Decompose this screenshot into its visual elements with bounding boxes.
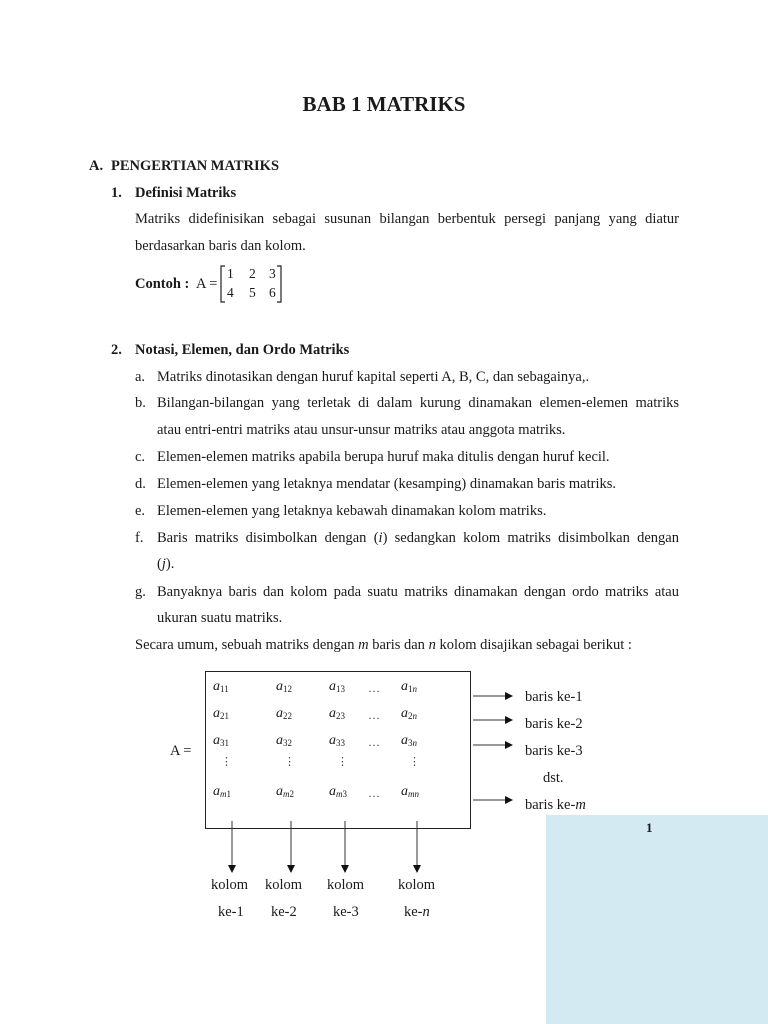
list-item-letter: c.	[135, 449, 146, 465]
list-item-letter: f.	[135, 530, 144, 546]
row-label: baris ke-3	[525, 743, 583, 759]
matrix-vertical-dots: ⋮	[409, 756, 420, 768]
matrix-element: $a_{12}$	[276, 679, 292, 694]
list-item-letter: b.	[135, 395, 146, 411]
list-item-text: Bilangan-bilangan yang terletak di dalam kurung dinamakan elemen-elemen matriks	[157, 395, 679, 411]
list-item-text: (j).	[157, 556, 175, 572]
example-label: Contoh :	[135, 276, 190, 292]
example-matrix-cell: 4	[227, 285, 234, 300]
list-item-text: Matriks dinotasikan dengan huruf kapital seperti A, B, C, dan sebagainya,.	[157, 369, 590, 385]
matrix-vertical-dots: ⋮	[337, 756, 348, 768]
col-label: ke-2	[271, 904, 297, 920]
matrix-element: $a_{23}$	[329, 706, 345, 721]
example-matrix-cell: 1	[227, 266, 234, 281]
matrix-element: $a_{mn}$	[401, 784, 419, 799]
col-label-word: kolom	[398, 877, 436, 893]
sub1-title: Definisi Matriks	[135, 185, 237, 201]
matrix-element: $a_{13}$	[329, 679, 345, 694]
list-item-letter: a.	[135, 369, 146, 385]
list-item-text: Elemen-elemen yang letaknya mendatar (kesamping) dinamakan baris matriks.	[157, 476, 616, 492]
matrix-element: $a_{2n}$	[401, 706, 417, 721]
row-label: baris ke-1	[525, 689, 583, 705]
side-panel	[546, 815, 768, 1024]
sub1-text-line1: Matriks didefinisikan sebagai susunan bilangan berbentuk persegi panjang yang diatur	[135, 211, 679, 227]
chapter-title: BAB 1 MATRIKS	[302, 92, 466, 116]
sub2-number: 2.	[111, 342, 122, 358]
example-matrix-cell: 3	[269, 266, 276, 281]
section-title: PENGERTIAN MATRIKS	[111, 158, 280, 174]
matrix-vertical-dots: ⋮	[221, 756, 232, 768]
example-matrix-cell: 6	[269, 285, 276, 300]
sub1-text-line2: berdasarkan baris dan kolom.	[135, 238, 306, 254]
matrix-element: $a_{m3}$	[329, 784, 347, 799]
col-label: ke-n	[404, 904, 430, 920]
matrix-element: $a_{31}$	[213, 733, 229, 748]
matrix-vertical-dots: ⋮	[284, 756, 295, 768]
matrix-ellipsis: …	[368, 708, 380, 722]
col-label-word: kolom	[327, 877, 365, 893]
example-lhs: A =	[196, 276, 218, 292]
matrix-element: $a_{3n}$	[401, 733, 417, 748]
row-label-dst: dst.	[543, 770, 564, 786]
col-label-word: kolom	[265, 877, 303, 893]
list-item-letter: d.	[135, 476, 146, 492]
diagram-lhs: A =	[170, 743, 192, 759]
sub2-title: Notasi, Elemen, dan Ordo Matriks	[135, 342, 350, 358]
list-item-text: Banyaknya baris dan kolom pada suatu matriks dinamakan dengan ordo matriks atau	[157, 584, 679, 600]
matrix-element: $a_{1n}$	[401, 679, 417, 694]
matrix-ellipsis: …	[368, 681, 380, 695]
matrix-element: $a_{m2}$	[276, 784, 294, 799]
general-matrix-sentence: Secara umum, sebuah matriks dengan m baris dan n kolom disajikan sebagai berikut :	[135, 637, 632, 653]
matrix-element: $a_{22}$	[276, 706, 292, 721]
matrix-element: $a_{21}$	[213, 706, 229, 721]
matrix-element: $a_{33}$	[329, 733, 345, 748]
col-label: ke-3	[333, 904, 359, 920]
page-number: 1	[646, 820, 653, 835]
matrix-element: $a_{m1}$	[213, 784, 231, 799]
example-matrix-cell: 5	[249, 285, 256, 300]
list-item-letter: g.	[135, 584, 146, 600]
col-label: ke-1	[218, 904, 244, 920]
matrix-element: $a_{11}$	[213, 679, 229, 694]
row-label: baris ke-m	[525, 797, 586, 813]
list-item-text: Elemen-elemen yang letaknya kebawah dinamakan kolom matriks.	[157, 503, 547, 519]
list-item-text: ukuran suatu matriks.	[157, 610, 283, 626]
list-item-text: atau entri-entri matriks atau unsur-unsur matriks atau anggota matriks.	[157, 422, 566, 438]
list-item-text: Elemen-elemen matriks apabila berupa huruf maka ditulis dengan huruf kecil.	[157, 449, 610, 465]
matrix-ellipsis: …	[368, 735, 380, 749]
section-letter: A.	[89, 158, 104, 174]
col-label-word: kolom	[211, 877, 249, 893]
list-item-text: Baris matriks disimbolkan dengan (i) sedangkan kolom matriks disimbolkan dengan	[157, 530, 679, 546]
example-matrix-cell: 2	[249, 266, 256, 281]
matrix-ellipsis: …	[368, 786, 380, 800]
row-label: baris ke-2	[525, 716, 583, 732]
matrix-element: $a_{32}$	[276, 733, 292, 748]
sub1-number: 1.	[111, 185, 122, 201]
list-item-letter: e.	[135, 503, 146, 519]
